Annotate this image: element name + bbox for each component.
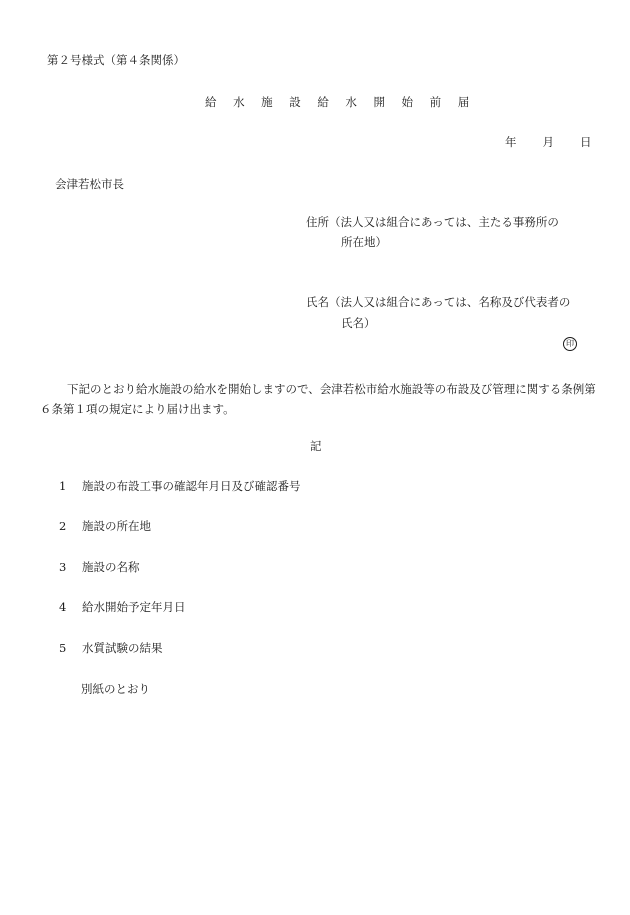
date-day: 日 [580, 135, 592, 149]
title-char: 始 [401, 95, 414, 109]
list-item [59, 642, 163, 656]
item-number: 1 [59, 479, 67, 493]
title-char: 給 [317, 95, 330, 109]
title-char: 施 [261, 95, 274, 109]
list-item [59, 520, 151, 534]
form-number: 第２号様式（第４条関係） [47, 53, 185, 67]
item-label: 給水開始予定年月日 [82, 600, 186, 614]
item-number: 3 [59, 560, 67, 574]
date-line [505, 136, 592, 150]
list-item [59, 561, 140, 575]
item-label: 施設の名称 [82, 560, 140, 574]
date-year: 年 [505, 135, 517, 149]
name-line-2: 氏名） [341, 316, 376, 330]
result-note: 別紙のとおり [81, 682, 150, 696]
item-label: 施設の布設工事の確認年月日及び確認番号 [82, 479, 301, 493]
list-item [59, 480, 301, 494]
recipient: 会津若松市長 [55, 177, 124, 191]
address-line-2: 所在地） [341, 235, 387, 249]
item-label: 施設の所在地 [82, 519, 151, 533]
item-number: 4 [59, 600, 67, 614]
title-char: 設 [289, 95, 302, 109]
date-month: 月 [542, 135, 554, 149]
ki-heading: 記 [310, 439, 322, 453]
document-title [205, 96, 470, 110]
body-paragraph: 下記のとおり給水施設の給水を開始しますので、会津若松市給水施設等の布設及び管理に関する条例第６条第１項の規定により届け出ます。 [40, 382, 596, 416]
title-char: 水 [345, 95, 358, 109]
item-label: 水質試験の結果 [82, 641, 163, 655]
item-number: 5 [59, 641, 67, 655]
seal-mark: 印 [563, 337, 577, 351]
title-char: 開 [373, 95, 386, 109]
title-char: 給 [205, 95, 218, 109]
title-char: 水 [233, 95, 246, 109]
list-item [59, 601, 186, 615]
address-line-1: 住所（法人又は組合にあっては、主たる事務所の [306, 215, 559, 229]
title-char: 前 [429, 95, 442, 109]
item-number: 2 [59, 519, 67, 533]
title-char: 届 [457, 95, 470, 109]
name-line-1: 氏名（法人又は組合にあっては、名称及び代表者の [306, 295, 571, 309]
